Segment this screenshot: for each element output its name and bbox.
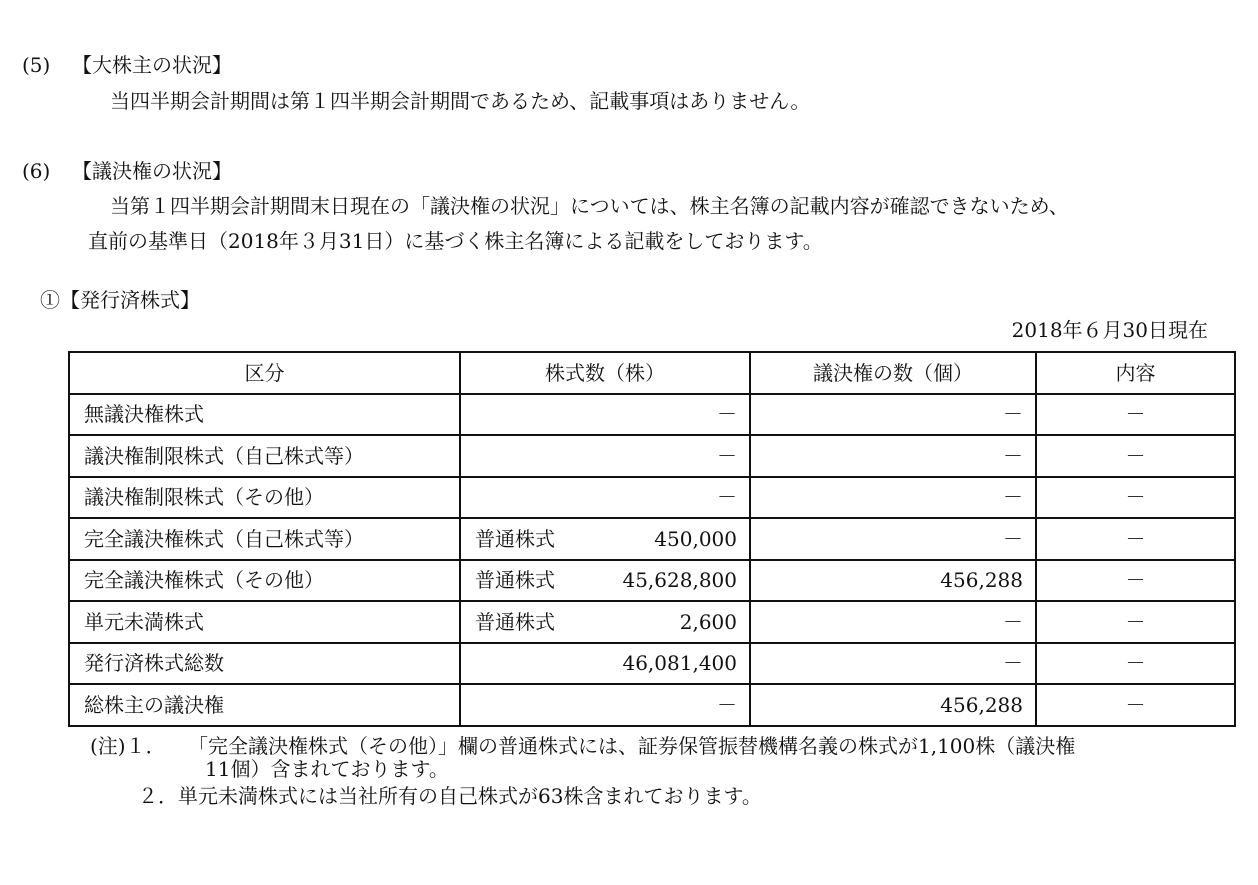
row-category: 完全議決権株式（自己株式等） [69, 518, 460, 560]
row-content: － [1036, 394, 1235, 436]
row-shares-cell [460, 601, 750, 643]
row-share-kind: 普通株式 [475, 526, 555, 551]
header-content: 内容 [1036, 352, 1235, 394]
row-content: － [1036, 643, 1235, 685]
row-shares: － [460, 394, 750, 436]
table-row [69, 684, 1235, 726]
row-votes: － [750, 394, 1036, 436]
row-category: 議決権制限株式（自己株式等） [69, 435, 460, 477]
row-content: － [1036, 684, 1235, 726]
row-content: － [1036, 435, 1235, 477]
header-shares: 株式数（株） [460, 352, 750, 394]
table-row [69, 477, 1235, 519]
row-content: － [1036, 518, 1235, 560]
section-6-body-line2: 直前の基準日（2018年３月31日）に基づく株主名簿による記載をしております。 [88, 229, 823, 253]
row-category: 完全議決権株式（その他） [69, 560, 460, 602]
row-votes: － [750, 518, 1036, 560]
row-category: 無議決権株式 [69, 394, 460, 436]
section-5-number: (5) [22, 53, 51, 77]
note-1-line1: 「完全議決権株式（その他）」欄の普通株式には、証券保管振替機構名義の株式が1,100株（議決権 [188, 734, 1076, 758]
table-row [69, 518, 1235, 560]
table-row [69, 435, 1235, 477]
row-votes: － [750, 477, 1036, 519]
row-content: － [1036, 477, 1235, 519]
table-row [69, 394, 1235, 436]
note-2: ２．単元未満株式には当社所有の自己株式が63株含まれております。 [138, 784, 762, 808]
section-6-number: (6) [22, 159, 51, 183]
row-shares: － [460, 684, 750, 726]
row-shares: 45,628,800 [622, 568, 737, 593]
note-prefix: (注)１． [90, 734, 166, 758]
row-content: － [1036, 560, 1235, 602]
row-shares: 450,000 [654, 526, 737, 551]
row-share-kind: 普通株式 [475, 568, 555, 593]
table-row [69, 601, 1235, 643]
row-shares-cell [460, 560, 750, 602]
row-category: 発行済株式総数 [69, 643, 460, 685]
row-category: 総株主の議決権 [69, 684, 460, 726]
row-shares-cell [460, 518, 750, 560]
header-category: 区分 [69, 352, 460, 394]
section-5-body: 当四半期会計期間は第１四半期会計期間であるため、記載事項はありません。 [110, 89, 811, 113]
row-votes: 456,288 [750, 684, 1036, 726]
row-shares: 2,600 [679, 609, 737, 634]
section-5-title: 【大株主の状況】 [72, 53, 232, 77]
table-row [69, 643, 1235, 685]
row-content: － [1036, 601, 1235, 643]
row-category: 議決権制限株式（その他） [69, 477, 460, 519]
table-header-row [69, 352, 1235, 394]
row-shares: － [460, 477, 750, 519]
issued-shares-table [68, 351, 1236, 727]
row-votes: － [750, 601, 1036, 643]
as-of-date: 2018年６月30日現在 [1011, 318, 1208, 342]
row-votes: 456,288 [750, 560, 1036, 602]
row-votes: － [750, 643, 1036, 685]
header-votes: 議決権の数（個） [750, 352, 1036, 394]
row-shares: － [460, 435, 750, 477]
section-6-title: 【議決権の状況】 [72, 159, 232, 183]
row-category: 単元未満株式 [69, 601, 460, 643]
row-votes: － [750, 435, 1036, 477]
row-share-kind: 普通株式 [475, 609, 555, 634]
table-row [69, 560, 1235, 602]
subsection-title: ①【発行済株式】 [40, 288, 200, 312]
section-6-body-line1: 当第１四半期会計期間末日現在の「議決権の状況」については、株主名簿の記載内容が確認できないため、 [110, 194, 1069, 218]
row-shares: 46,081,400 [460, 643, 750, 685]
note-1-line2: 11個）含まれております。 [205, 757, 449, 781]
